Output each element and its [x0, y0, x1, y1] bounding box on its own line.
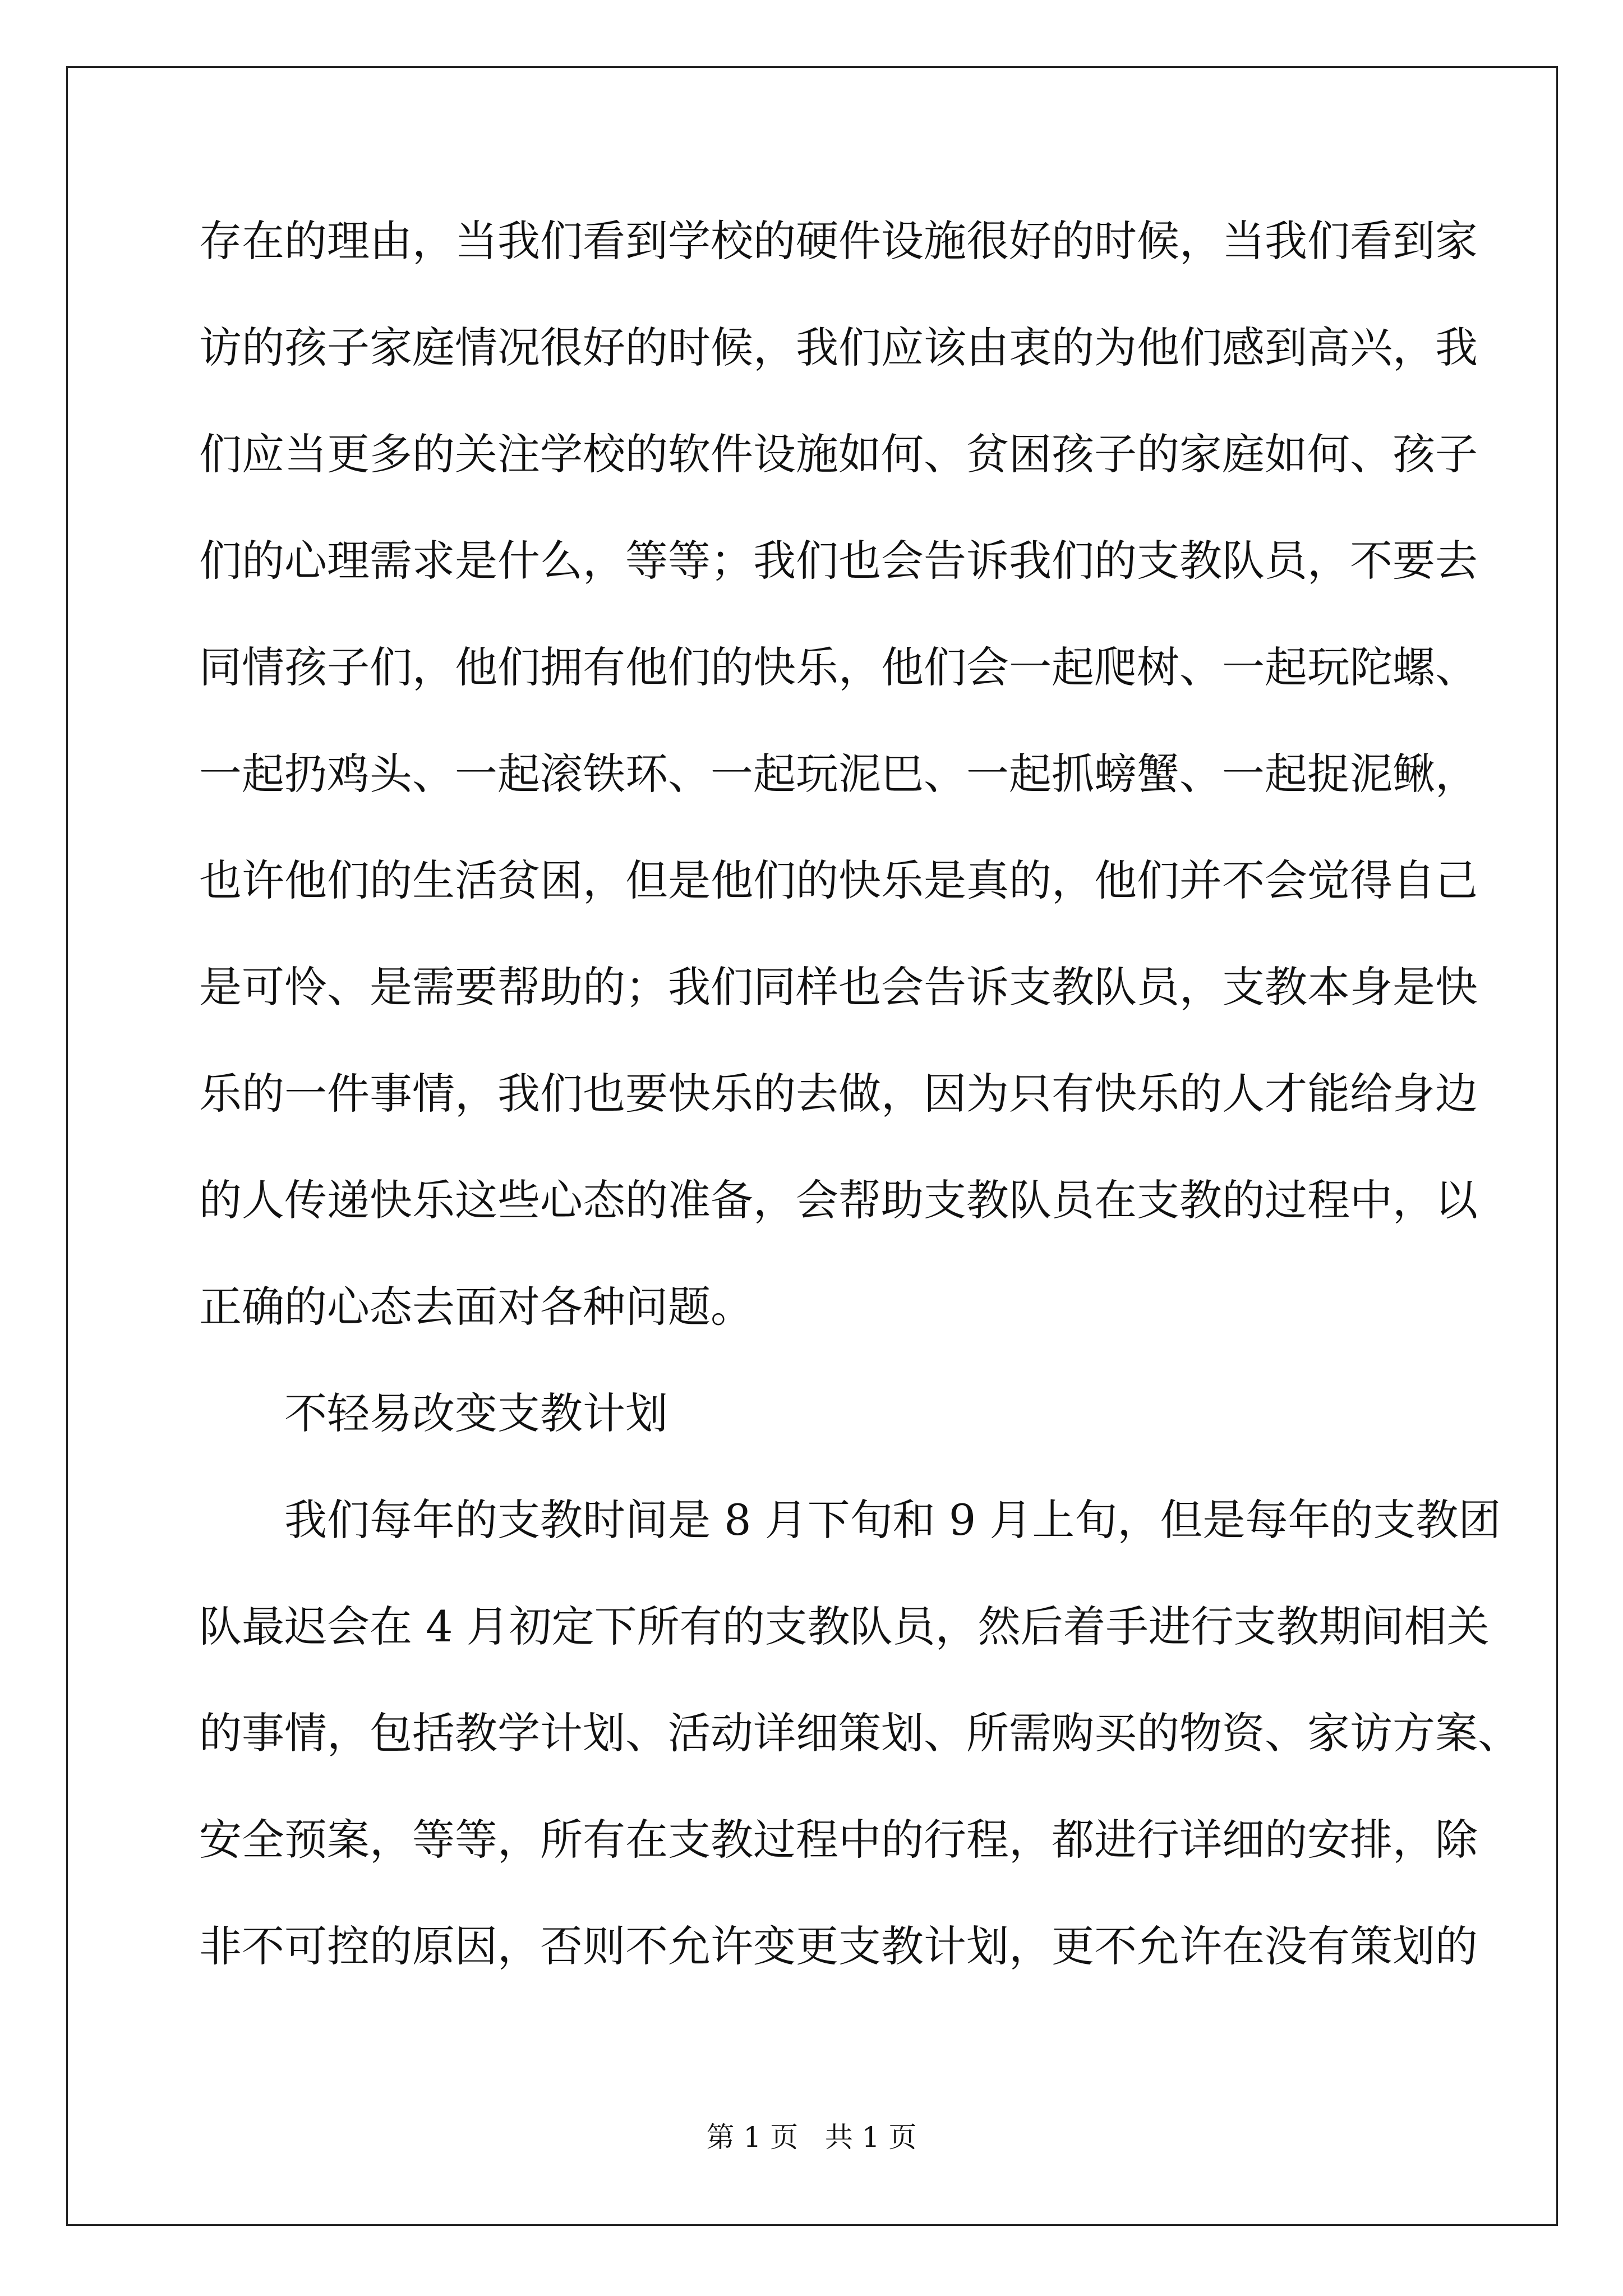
page-footer: 第 1 页 共 1 页 — [706, 2121, 917, 2154]
body-line-11: 正确的心态去面对各种问题。 — [199, 1282, 753, 1332]
body-line-13: 我们每年的支教时间是 8 月下旬和 9 月上旬，但是每年的支教团 — [284, 1495, 1501, 1545]
body-line-9: 乐的一件事情，我们也要快乐的去做，因为只有快乐的人才能给身边 — [199, 1069, 1478, 1119]
section-heading: 不轻易改变支教计划 — [284, 1388, 668, 1438]
body-line-8: 是可怜、是需要帮助的；我们同样也会告诉支教队员，支教本身是快 — [199, 962, 1478, 1012]
body-line-6: 一起扔鸡头、一起滚铁环、一起玩泥巴、一起抓螃蟹、一起捉泥鳅， — [199, 749, 1478, 799]
body-line-2: 访的孩子家庭情况很好的时候，我们应该由衷的为他们感到高兴，我 — [199, 323, 1478, 372]
document-body — [199, 208, 1520, 2019]
body-line-16: 安全预案，等等，所有在支教过程中的行程，都进行详细的安排，除 — [199, 1815, 1478, 1865]
body-line-10: 的人传递快乐这些心态的准备，会帮助支教队员在支教的过程中，以 — [199, 1175, 1478, 1225]
body-line-1: 存在的理由，当我们看到学校的硬件设施很好的时候，当我们看到家 — [199, 216, 1478, 266]
body-line-15: 的事情，包括教学计划、活动详细策划、所需购买的物资、家访方案、 — [199, 1708, 1520, 1758]
body-line-17: 非不可控的原因，否则不允许变更支教计划，更不允许在没有策划的 — [199, 1921, 1478, 1971]
body-line-7: 也许他们的生活贫困，但是他们的快乐是真的，他们并不会觉得自己 — [199, 855, 1478, 905]
body-line-3: 们应当更多的关注学校的软件设施如何、贫困孩子的家庭如何、孩子 — [199, 429, 1478, 479]
body-line-4: 们的心理需求是什么，等等；我们也会告诉我们的支教队员，不要去 — [199, 536, 1478, 586]
body-line-14: 队最迟会在 4 月初定下所有的支教队员，然后着手进行支教期间相关 — [199, 1602, 1490, 1651]
body-line-5: 同情孩子们，他们拥有他们的快乐，他们会一起爬树、一起玩陀螺、 — [199, 642, 1478, 692]
